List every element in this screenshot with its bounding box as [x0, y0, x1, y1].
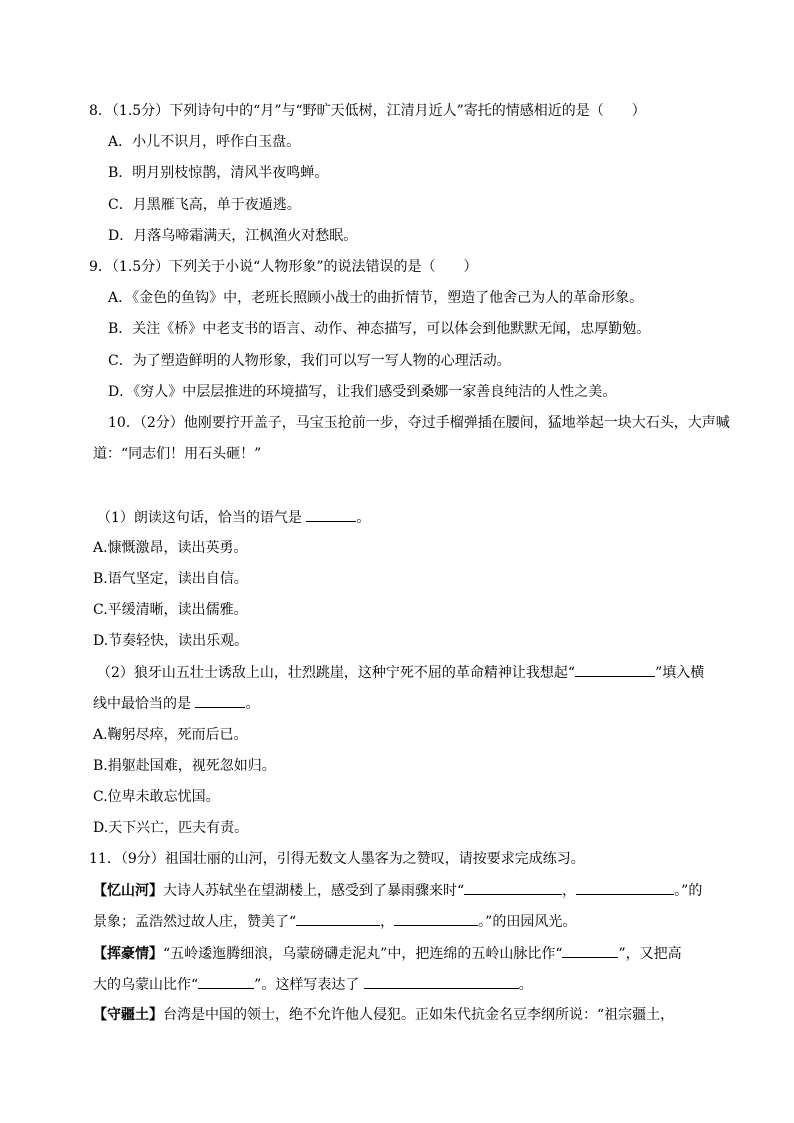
q8-option-c: C．月黑雁飞高，单于夜遁逃。: [108, 197, 301, 213]
q11-p2-blank-1[interactable]: [562, 943, 618, 958]
q8-option-b: B．明月别枝惊鹊，清风半夜鸣蝉。: [108, 165, 329, 181]
q10-sub1-stem: [97, 507, 370, 528]
q11-p2-a: “五岭逶迤腾细浪，乌蒙磅礴走泥丸”中，把连绵的五岭山脉比作“: [163, 946, 563, 962]
q10-sub1-blank[interactable]: [306, 507, 356, 522]
q10-sub1-option-c: C.平缓清晰，读出儒雅。: [93, 602, 248, 618]
q11-p2-d: ”。这样写表达了: [254, 977, 364, 993]
q10-sub2-option-d: D.天下兴亡，匹夫有责。: [93, 820, 249, 836]
q10-sub2-option-a: A.鞠躬尽瘁，死而后已。: [93, 727, 248, 743]
q11-stem: 11．（9分）祖国壮丽的山河，引得无数文人墨客为之赞叹，请按要求完成练习。: [89, 851, 585, 867]
q10-stem-line2: 道：“同志们！用石头砸！”: [93, 446, 262, 462]
q11-p1-a: 大诗人苏轼坐在望湖楼上，感受到了暴雨骤来时“: [163, 883, 465, 899]
q11-p1-tag: 【忆山河】: [93, 883, 163, 899]
q11-p1-blank-4[interactable]: [394, 911, 478, 926]
q10-sub1-text: （1）朗读这句话，恰当的语气是: [97, 510, 307, 526]
q10-sub2-text-d: 。: [245, 696, 260, 712]
q10-sub2-blank-2[interactable]: [195, 693, 245, 708]
q8-stem: 8．（1.5分）下列诗句中的“月”与“野旷天低树，江清月近人”寄托的情感相近的是（ ）: [89, 103, 646, 119]
q10-sub2-option-c: C.位卑未敢忘忧国。: [93, 789, 220, 805]
q10-sub2-option-b: B.捐躯赴国难，视死忽如归。: [93, 758, 276, 774]
q10-sub2-text-b: ”填入横: [655, 665, 705, 681]
q11-p2-c: 大的乌蒙山比作“: [93, 977, 199, 993]
q8-option-d: D．月落乌啼霜满天，江枫渔火对愁眠。: [108, 228, 358, 244]
q11-p1-line2: [93, 911, 576, 932]
q11-p3-tag: 【守疆土】: [93, 1007, 163, 1023]
q10-sub2-text-c: 线中最恰当的是: [93, 696, 196, 712]
q11-p1-c: 。”的: [674, 883, 703, 899]
q10-sub1-option-b: B.语气坚定，读出自信。: [93, 571, 248, 587]
q11-p3-a: 台湾是中国的领士，绝不允许他人侵犯。正如朱代抗金名豆李纲所说：“祖宗疆土，: [163, 1007, 675, 1023]
q11-p2-b: ”，又把高: [618, 946, 682, 962]
q11-p1-f: 。”的田园风光。: [478, 914, 577, 930]
q9-option-a: A．《金色的鱼钩》中，老班长照顾小战士的曲折情节，塑造了他舍己为人的革命形象。: [108, 290, 644, 306]
q11-p2-e: 。: [518, 977, 533, 993]
q11-p1-blank-3[interactable]: [296, 911, 380, 926]
q11-p1-blank-2[interactable]: [576, 880, 674, 895]
q11-p2-line2: [93, 974, 533, 995]
q10-stem-line1: 10．（2分）他刚要拧开盖子，马宝玉抢前一步，夺过手榴弹插在腰间，猛地举起一块大石头，大声喊: [108, 415, 730, 431]
q10-sub2-text-a: （2）狼牙山五壮士诱敌上山，壮烈跳崖，这种宁死不屈的革命精神让我想起“: [97, 665, 576, 681]
q11-p2-line1: [93, 943, 682, 964]
q9-option-d: D．《穷人》中层层推进的环境描写，让我们感受到桑娜一家善良纯洁的人性之美。: [108, 384, 617, 400]
q11-p1-blank-1[interactable]: [464, 880, 562, 895]
q11-p2-blank-2[interactable]: [198, 974, 254, 989]
q11-p1-line1: [93, 880, 702, 901]
q8-option-a: A．小儿不识月，呼作白玉盘。: [108, 134, 301, 150]
q11-p1-e: ，: [380, 914, 395, 930]
q10-sub2-stem: [97, 662, 704, 683]
q9-option-b: B．关注《桥》中老支书的语言、动作、神态描写，可以体会到他默默无闻，忠厚勤勉。: [108, 321, 651, 337]
q11-p3-line1: [93, 1005, 674, 1025]
q10-sub1-option-a: A.慷慨激昂，读出英勇。: [93, 540, 248, 556]
q11-p1-b: ，: [562, 883, 577, 899]
q10-sub1-end: 。: [356, 510, 371, 526]
q9-option-c: C．为了塑造鲜明的人物形象，我们可以写一写人物的心理活动。: [108, 353, 511, 369]
q10-sub1-option-d: D.节奏轻快，读出乐观。: [93, 633, 249, 649]
q10-sub2-stem-2: [93, 693, 259, 714]
q11-p1-d: 景象；孟浩然过故人庄，赞美了“: [93, 914, 297, 930]
q9-stem: 9．（1.5分）下列关于小说“人物形象”的说法错误的是（ ）: [89, 259, 478, 275]
q11-p2-blank-3[interactable]: [364, 974, 519, 989]
q10-sub2-blank-1[interactable]: [575, 662, 655, 677]
q11-p2-tag: 【挥豪情】: [93, 946, 163, 962]
